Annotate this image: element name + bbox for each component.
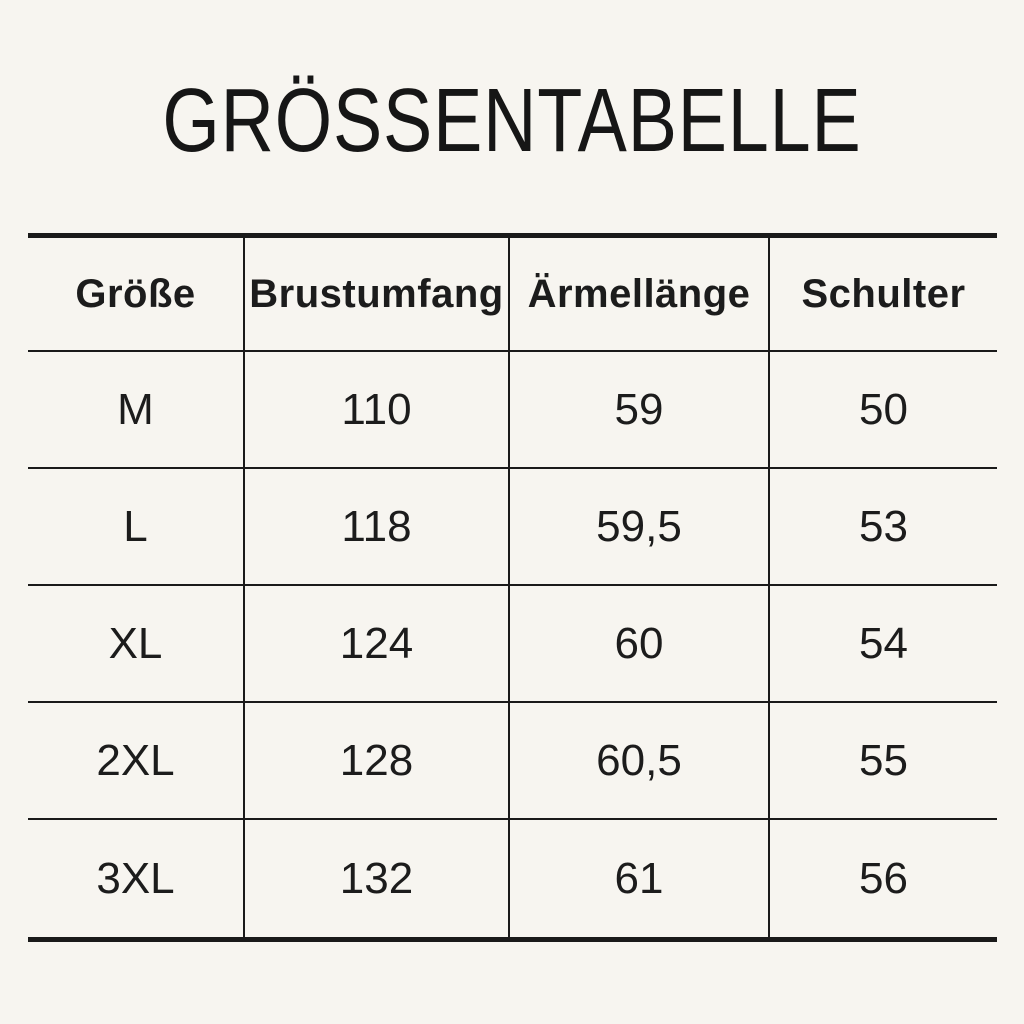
table-row-m xyxy=(28,352,997,469)
page-title: GRÖSSENTABELLE xyxy=(162,71,862,171)
cell-size: 2XL xyxy=(96,735,175,785)
table-row-2xl xyxy=(28,703,997,820)
cell-shoulder: 54 xyxy=(768,586,997,701)
cell-sleeve: 60 xyxy=(508,586,768,701)
cell-shoulder: 56 xyxy=(768,820,997,937)
table-row-l xyxy=(28,469,997,586)
cell-shoulder: 53 xyxy=(768,469,997,584)
cell-size: 3XL xyxy=(96,853,175,903)
cell-chest: 124 xyxy=(243,586,508,701)
cell-sleeve: 60,5 xyxy=(508,703,768,818)
cell-shoulder: 55 xyxy=(768,703,997,818)
cell-chest: 118 xyxy=(243,469,508,584)
cell-size: L xyxy=(123,501,148,551)
table-header-row xyxy=(28,238,997,352)
table-row-xl xyxy=(28,586,997,703)
size-table xyxy=(28,233,997,942)
column-header-groesse: Größe xyxy=(75,271,196,316)
cell-sleeve: 59,5 xyxy=(508,469,768,584)
column-header-schulter: Schulter xyxy=(768,238,997,350)
cell-size: XL xyxy=(108,618,163,668)
table-row-3xl xyxy=(28,820,997,937)
column-header-brustumfang: Brustumfang xyxy=(243,238,508,350)
cell-shoulder: 50 xyxy=(768,352,997,467)
cell-sleeve: 61 xyxy=(508,820,768,937)
column-header-aermellaenge: Ärmellänge xyxy=(508,238,768,350)
cell-chest: 132 xyxy=(243,820,508,937)
cell-sleeve: 59 xyxy=(508,352,768,467)
cell-chest: 110 xyxy=(243,352,508,467)
cell-size: M xyxy=(117,384,154,434)
cell-chest: 128 xyxy=(243,703,508,818)
